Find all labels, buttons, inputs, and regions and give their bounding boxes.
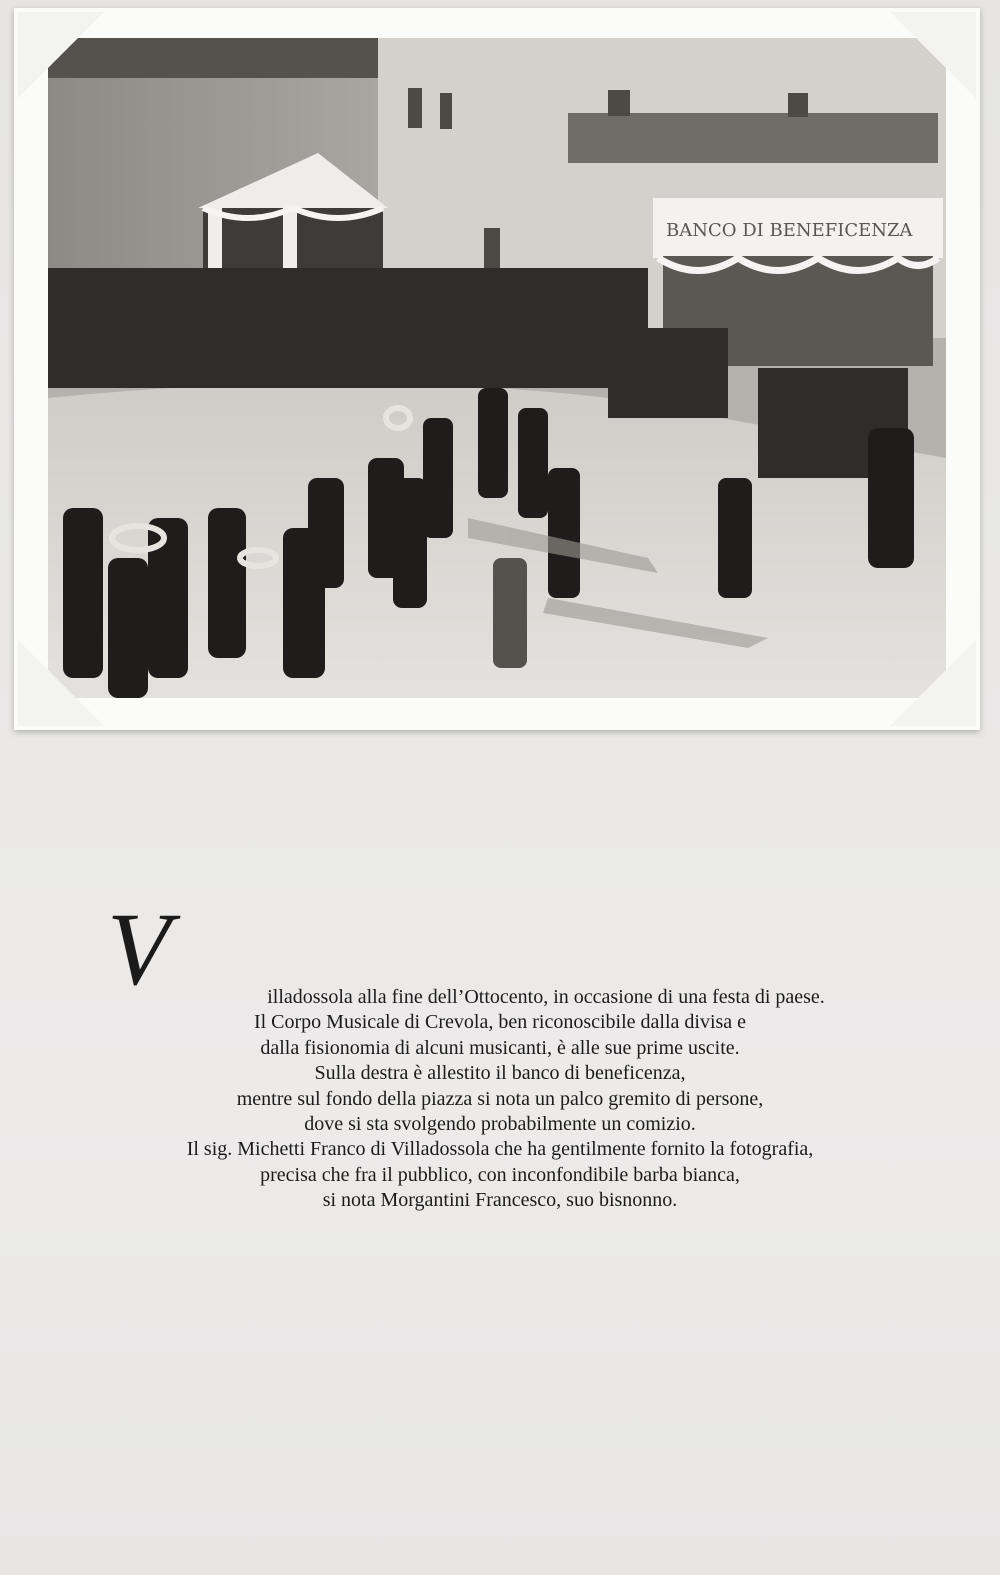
caption	[40, 905, 960, 1214]
drop-cap: V	[107, 892, 171, 1007]
caption-line-8: precisa che fra il pubblico, con inconfondibile barba bianca,	[260, 1163, 740, 1186]
caption-line-4: Sulla destra è allestito il banco di beneficenza,	[314, 1062, 686, 1085]
caption-line-5: mentre sul fondo della piazza si nota un palco gremito di persone,	[236, 1087, 764, 1110]
caption-line-1: illadossola alla fine dell’Ottocento, in occasione di una festa di paese.	[267, 986, 825, 1008]
svg-text:BANCO DI BENEFICENZA: BANCO DI BENEFICENZA	[666, 220, 913, 241]
balcony	[568, 113, 938, 163]
historic-photo	[48, 38, 946, 698]
caption-line-7: Il sig. Michetti Franco di Villadossola che ha gentilmente fornito la fotografia,	[186, 1138, 814, 1161]
caption-line-6: dove si sta svolgendo probabilmente un comizio.	[304, 1113, 696, 1136]
caption-line-9: si nota Morgantini Francesco, suo bisnonno.	[322, 1189, 678, 1212]
caption-line-3: dalla fisionomia di alcuni musicanti, è alle sue prime uscite.	[260, 1036, 740, 1059]
photo-illustration	[48, 38, 946, 698]
caption-line-2: Il Corpo Musicale di Crevola, ben riconoscibile dalla divisa e	[253, 1011, 747, 1034]
photo-frame	[14, 8, 980, 730]
